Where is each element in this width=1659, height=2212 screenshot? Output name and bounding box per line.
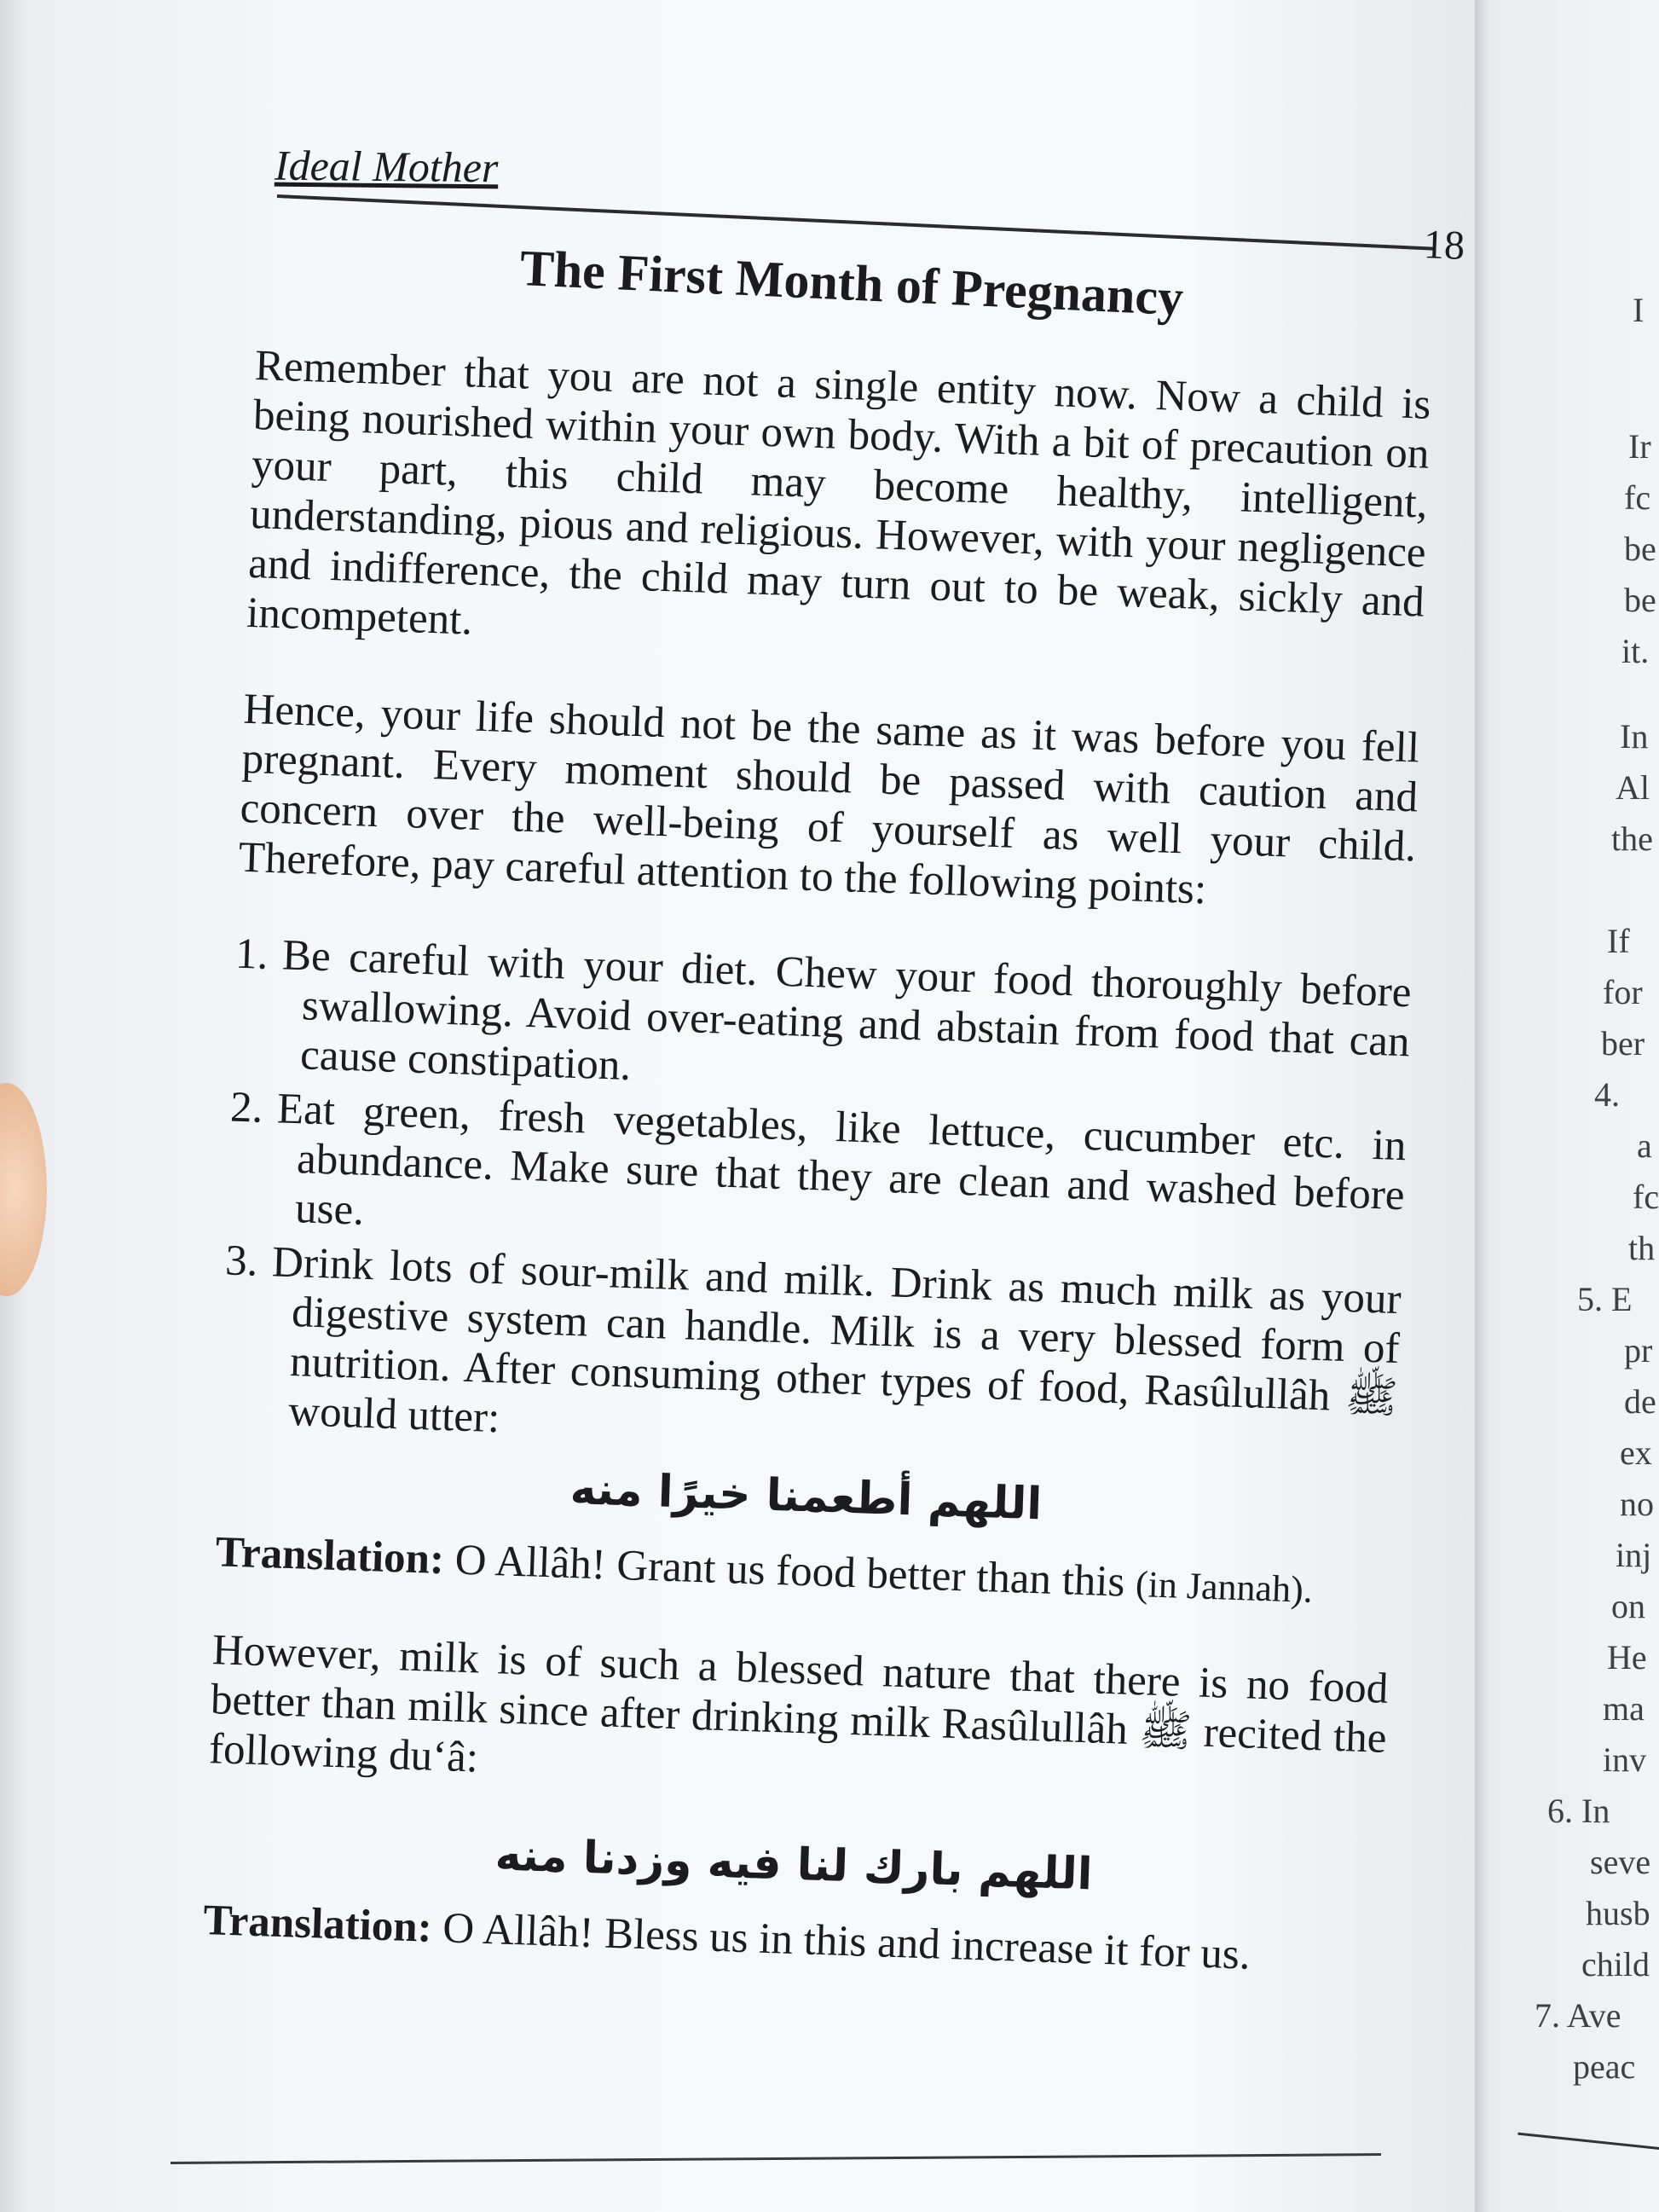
- list-item: 3. Drink lots of sour-milk and milk. Drink as much milk as your digestive system can handle. Milk is a very blessed form of nutrition. After consuming other types of food, Rasûlullâh ﷺ would utter:: [224, 1236, 1402, 1443]
- adjacent-page-line: 4.: [1594, 1075, 1620, 1114]
- adjacent-page-line: the: [1611, 819, 1653, 858]
- adjacent-page-line: Ir: [1628, 427, 1651, 466]
- adjacent-page-line: In: [1620, 717, 1649, 756]
- paragraph-1: Remember that you are not a single entity now. Now a child is being nourished within your own body. With a bit of precaution on your part, this child may become healthy, intelligent, understanding, pious and religious. However, with your negligence and indifference, the child may turn out to be weak, sickly and incompetent.: [246, 341, 1432, 645]
- adjacent-page-line: fc: [1633, 1178, 1659, 1216]
- adjacent-page-line: inj: [1616, 1536, 1652, 1574]
- adjacent-page-line: fc: [1624, 478, 1651, 517]
- adjacent-page-line: husb: [1586, 1894, 1650, 1932]
- chapter-title: The First Month of Pregnancy: [518, 240, 1185, 327]
- adjacent-page-line: 6. In: [1547, 1792, 1610, 1830]
- translation-label: Translation:: [214, 1528, 445, 1584]
- adjacent-page-line: de: [1624, 1382, 1656, 1421]
- adjacent-page-line: child: [1581, 1945, 1650, 1983]
- translation-1: Translation: O Allâh! Grant us food better than this (in Jannah).: [214, 1528, 1314, 1611]
- list-item: 1. Be careful with your diet. Chew your food thoroughly before swallowing. Avoid over-eating and abstain from food that can cause constipation.: [234, 929, 1413, 1091]
- page-content: [201, 341, 1431, 2031]
- adjacent-page-line: inv: [1603, 1740, 1647, 1779]
- adjacent-page-line: be: [1624, 530, 1656, 568]
- dua-arabic-1: اللهم أطعمنا خيرًا منه: [569, 1462, 1043, 1531]
- adjacent-page-line: no: [1620, 1485, 1654, 1523]
- adjacent-page-line: a: [1637, 1126, 1652, 1165]
- adjacent-page-line: pr: [1624, 1331, 1653, 1369]
- adjacent-page-line: ber: [1601, 1024, 1645, 1063]
- list-item: 2. Eat green, fresh vegetables, like lettuce, cucumber etc. in abundance. Make sure that they are clean and washed before use.: [229, 1083, 1408, 1235]
- adjacent-page-line: ma: [1603, 1689, 1645, 1728]
- adjacent-page-line: 5. E: [1577, 1280, 1633, 1318]
- translation-2: Translation: O Allâh! Bless us in this and increase it for us.: [202, 1896, 1251, 1979]
- adjacent-page-line: Al: [1616, 768, 1650, 807]
- adjacent-page-line: He: [1607, 1638, 1647, 1676]
- adjacent-page-line: peac: [1573, 2047, 1636, 2086]
- adjacent-page-line: If: [1607, 922, 1630, 960]
- adjacent-page-line: I: [1633, 291, 1645, 329]
- adjacent-page-line: on: [1611, 1587, 1645, 1625]
- adjacent-page-line: it.: [1621, 632, 1650, 670]
- adjacent-page-line: for: [1603, 973, 1643, 1011]
- translation-label: Translation:: [202, 1896, 433, 1952]
- running-header: Ideal Mother: [274, 141, 499, 192]
- page-number: 18: [1423, 222, 1465, 269]
- points-list: [219, 929, 1412, 1473]
- adjacent-page-line: seve: [1590, 1843, 1651, 1881]
- adjacent-page-line: th: [1628, 1229, 1656, 1267]
- dua-arabic-2: اللهم بارك لنا فيه وزدنا منه: [494, 1829, 1094, 1901]
- adjacent-page-line: be: [1624, 581, 1656, 619]
- adjacent-page-line: 7. Ave: [1535, 1996, 1621, 2035]
- adjacent-page-line: ex: [1620, 1433, 1652, 1472]
- paragraph-3: However, milk is of such a blessed nature that there is no food better than milk since after drinking milk Rasûlullâh ﷺ recited the following du‘â:: [208, 1626, 1390, 1782]
- paragraph-2: Hence, your life should not be the same as it was before you fell pregnant. Every moment should be passed with caution and concern over the well-being of yourself as well your child. Therefore, pay careful attention to the following points:: [237, 685, 1420, 914]
